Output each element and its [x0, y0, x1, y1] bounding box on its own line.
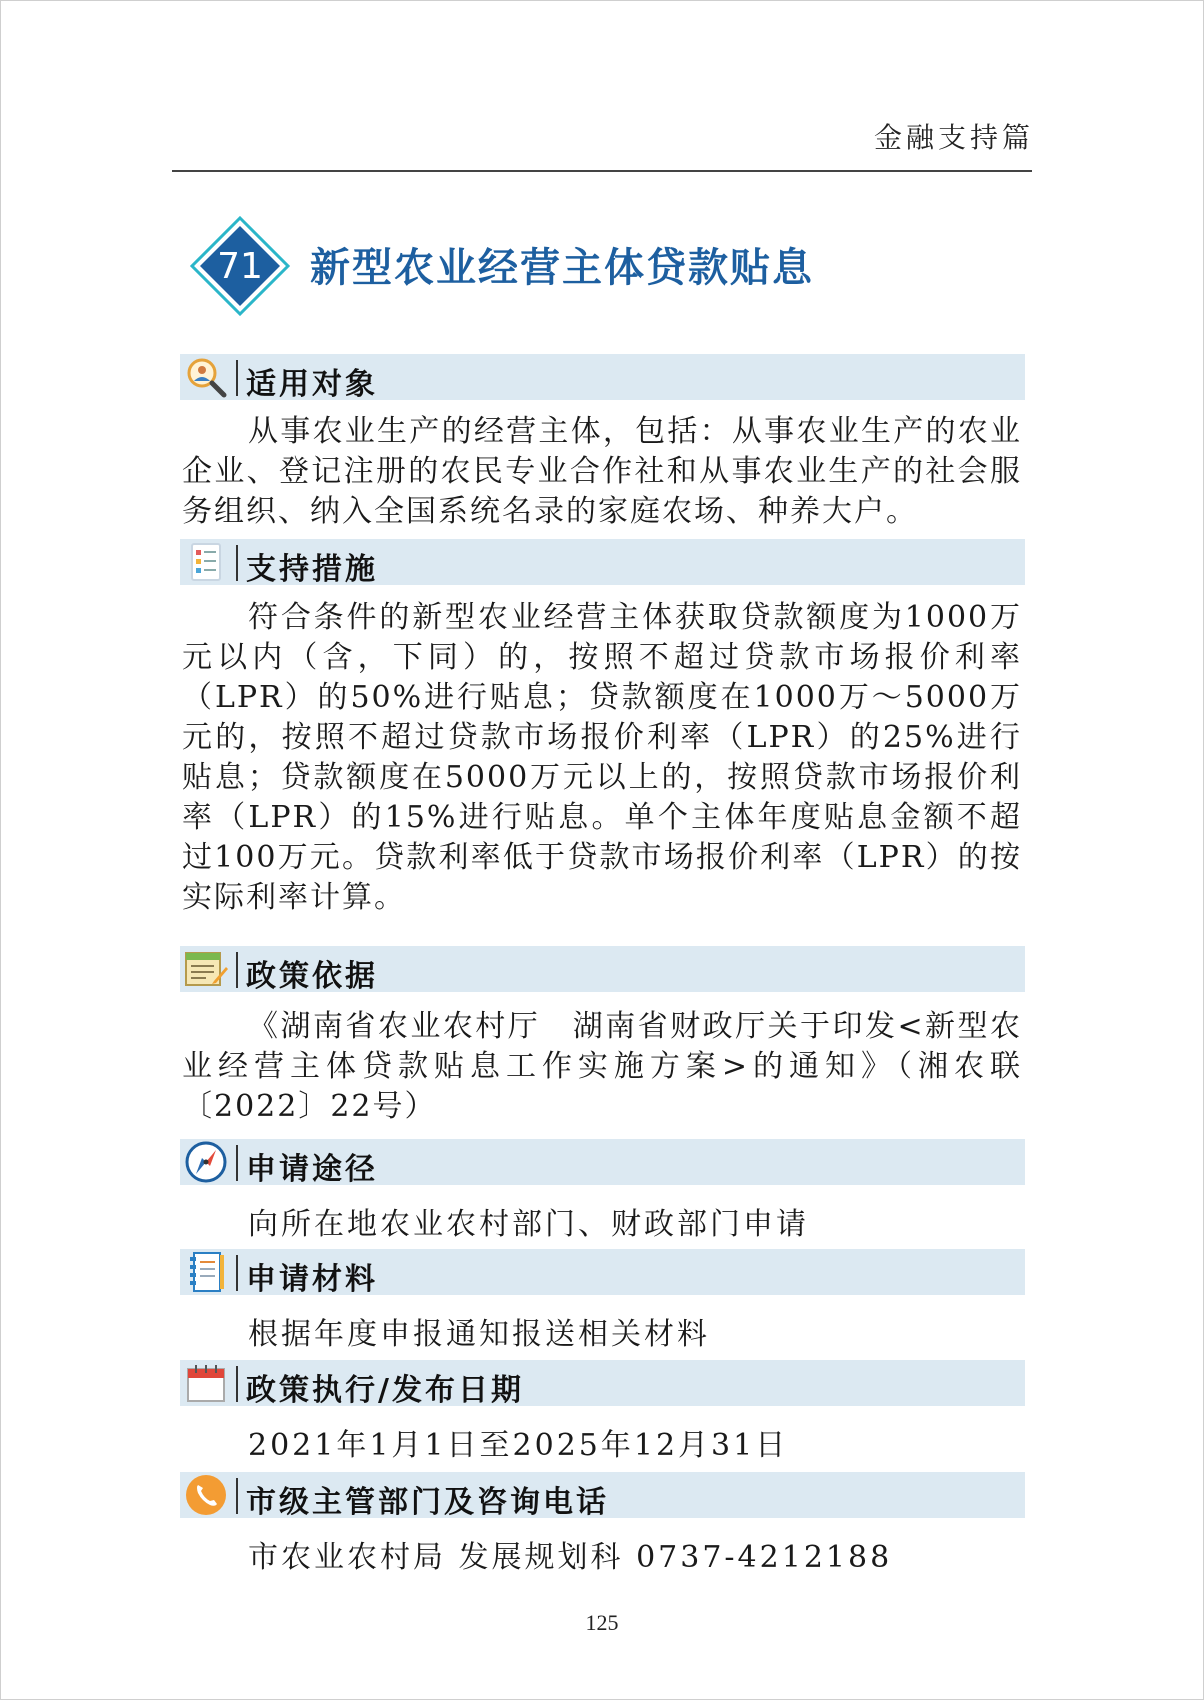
search-person-icon: [184, 355, 228, 399]
bar-measures: [180, 539, 1025, 585]
page-number: 125: [585, 1610, 619, 1635]
bar-separator: [236, 360, 238, 396]
compass-icon: [184, 1140, 228, 1184]
channel-text: 向所在地农业农村部门、财政部门申请: [248, 1207, 809, 1242]
target-text: 从事农业生产的经营主体，包括：从事农业生产的农业企业、登记注册的农民专业合作社和从事农业生产的社会服务组织、纳入全国系统名录的家庭农场、种养大户。: [182, 414, 1022, 529]
bar-basis: [180, 946, 1025, 992]
contact-text: 市农业农村局 发展规划科 0737-4212188: [248, 1540, 893, 1575]
bar-separator: [236, 1145, 238, 1181]
bar-dates: [180, 1360, 1025, 1406]
running-header: 金融支持篇: [873, 121, 1034, 154]
bar-label: 政策依据: [246, 959, 378, 994]
bar-separator: [236, 1478, 238, 1514]
bar-separator: [236, 952, 238, 988]
bar-separator: [236, 1255, 238, 1291]
materials-text: 根据年度申报通知报送相关材料: [248, 1317, 710, 1352]
bar-target: [180, 354, 1025, 400]
header-rule: [172, 170, 1032, 172]
bar-separator: [236, 545, 238, 581]
bar-label: 适用对象: [246, 367, 378, 402]
checklist-icon: [184, 540, 228, 584]
bar-label: 支持措施: [246, 552, 378, 587]
calendar-icon: [184, 1361, 228, 1405]
section-number: 71: [217, 246, 263, 287]
bar-label: 市级主管部门及咨询电话: [246, 1485, 609, 1520]
bar-label: 政策执行/发布日期: [246, 1373, 524, 1408]
dates-text: 2021年1月1日至2025年12月31日: [248, 1428, 789, 1463]
phone-icon: [184, 1473, 228, 1517]
basis-text: 《湖南省农业农村厅 湖南省财政厅关于印发<新型农业经营主体贷款贴息工作实施方案>的通知》（湘农联〔2022〕22号）: [182, 1009, 1022, 1124]
bar-contact: [180, 1472, 1025, 1518]
notebook-icon: [184, 1250, 228, 1294]
bar-label: 申请途径: [246, 1152, 378, 1187]
bar-label: 申请材料: [246, 1262, 378, 1297]
bar-materials: [180, 1249, 1025, 1295]
document-pencil-icon: [184, 947, 228, 991]
measures-text: 符合条件的新型农业经营主体获取贷款额度为1000万元以内（含，下同）的，按照不超过贷款市场报价利率（LPR）的50%进行贴息；贷款额度在1000万～5000万元的，按照不超过贷款市场报价利率（LPR）的25%进行贴息；贷款额度在5000万元以上的，按照贷款市场报价利率（LPR）的15%进行贴息。单个主体年度贴息金额不超过100万元。贷款利率低于贷款市场报价利率（LPR）的按实际利率计算。: [182, 600, 1022, 915]
section-title: 新型农业经营主体贷款贴息: [310, 244, 814, 291]
bar-separator: [236, 1366, 238, 1402]
bar-channel: [180, 1139, 1025, 1185]
section-number-badge: [190, 216, 290, 316]
